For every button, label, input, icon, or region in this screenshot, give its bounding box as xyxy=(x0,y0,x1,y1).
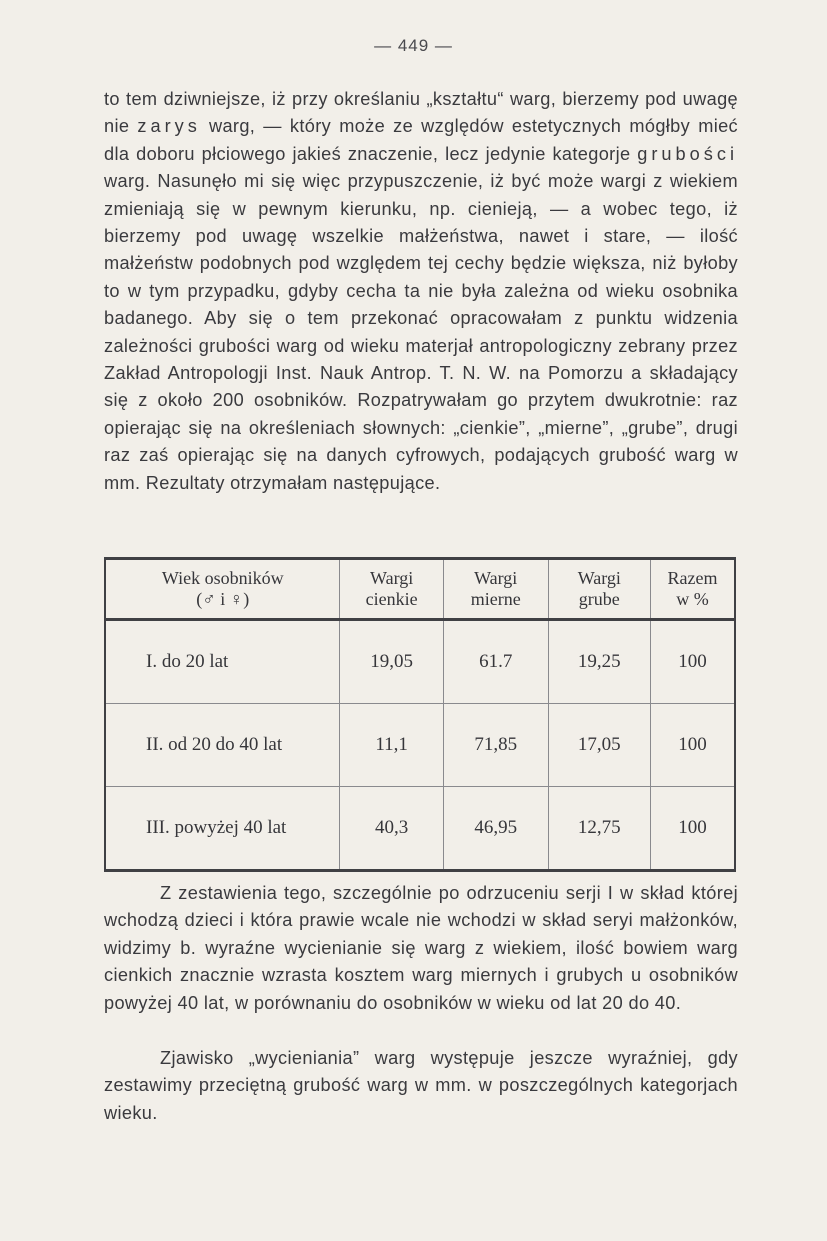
table-row xyxy=(105,620,735,704)
header-thick-line2: grube xyxy=(578,589,620,609)
header-total xyxy=(650,559,735,620)
paragraph-1-text-c: warg. Nasunęło mi się więc przypuszczenie, iż być może wargi z wiekiem zmieniają się w pewnym kierunku, np. cienieją, — a wobec tego, iż bierzemy pod uwagę wszelkie małżeństwa, nawet i stare, — ilość małżeństw podobnych pod względem tej cechy będzie większa, niż byłoby to w tym przypadku, gdyby cecha ta nie była zależna od wieku osobnika badanego. Aby się o tem przekonać opracowałam z punktu widzenia zależności grubości warg od wieku materjał antropologiczny zebrany przez Zakład Antropologji Inst. Nauk Antrop. T. N. W. na Pomorzu a składający się z około 200 osobników. Rozpatrywałam go przytem dwukrotnie: raz opierając się na określeniach słownych: „cienkie”, „mierne”, „grube”, drugi raz zaś opierając się na danych cyfrowych, podających grubość warg w mm. Rezultaty otrzymałam następujące. xyxy=(104,171,738,493)
header-medium-line1: Wargi xyxy=(474,568,518,588)
paragraph-3: Zjawisko „wycieniania” warg występuje jeszcze wyraźniej, gdy zestawimy przeciętną grubość warg w mm. w poszczególnych kategorjach wieku. xyxy=(104,1048,738,1123)
paragraph-1-text-a: to tem dziwniejsze, iż przy określaniu „kształtu“ warg, bierzemy pod uwagę nie xyxy=(104,89,738,137)
paragraph-1-text-b: warg, — który może ze względów estetycznych mógłby mieć dla doboru płciowego jakieś znaczenie, lecz jedynie kategorje xyxy=(104,116,738,164)
header-thin xyxy=(340,559,443,620)
header-medium xyxy=(443,559,548,620)
header-thin-line1: Wargi xyxy=(370,568,414,588)
header-age-line2: (♂ i ♀) xyxy=(196,589,250,609)
header-thin-line2: cienkie xyxy=(365,589,418,609)
cell-total: 100 xyxy=(650,704,735,787)
emphasis-grubosci: grubości xyxy=(637,143,738,164)
header-thick-line1: Wargi xyxy=(577,568,621,588)
cell-medium: 71,85 xyxy=(443,704,548,787)
cell-thick: 12,75 xyxy=(548,787,650,871)
header-total-line1: Razem xyxy=(667,568,718,588)
cell-thick: 19,25 xyxy=(548,620,650,704)
emphasis-zarys: zarys xyxy=(137,116,201,137)
cell-thin: 11,1 xyxy=(340,704,443,787)
cell-total: 100 xyxy=(650,787,735,871)
table-row xyxy=(105,787,735,871)
page-number: — 449 — xyxy=(374,36,453,55)
table-row xyxy=(105,704,735,787)
header-medium-line2: mierne xyxy=(470,589,521,609)
cell-medium: 46,95 xyxy=(443,787,548,871)
header-age xyxy=(105,559,340,620)
header-age-line1: Wiek osobników xyxy=(161,568,284,588)
cell-age: III. powyżej 40 lat xyxy=(105,787,340,871)
cell-total: 100 xyxy=(650,620,735,704)
table-header-row xyxy=(105,559,735,620)
header-total-line2: w % xyxy=(676,589,709,609)
cell-thin: 19,05 xyxy=(340,620,443,704)
cell-age: II. od 20 do 40 lat xyxy=(105,704,340,787)
header-thick xyxy=(548,559,650,620)
lip-thickness-table xyxy=(104,557,736,872)
cell-thin: 40,3 xyxy=(340,787,443,871)
cell-thick: 17,05 xyxy=(548,704,650,787)
paragraph-1 xyxy=(104,86,738,497)
paragraph-2: Z zestawienia tego, szczególnie po odrzuceniu serji I w skład której wchodzą dzieci i która prawie wcale nie wchodzi w skład seryi małżonków, widzimy b. wyraźne wycienianie się warg z wiekiem, ilość bowiem warg cienkich znacznie wzrasta kosztem warg miernych i grubych u osobników powyżej 40 lat, w porównaniu do osobników w wieku od lat 20 do 40. xyxy=(104,883,738,1013)
cell-medium: 61.7 xyxy=(443,620,548,704)
cell-age: I. do 20 lat xyxy=(105,620,340,704)
